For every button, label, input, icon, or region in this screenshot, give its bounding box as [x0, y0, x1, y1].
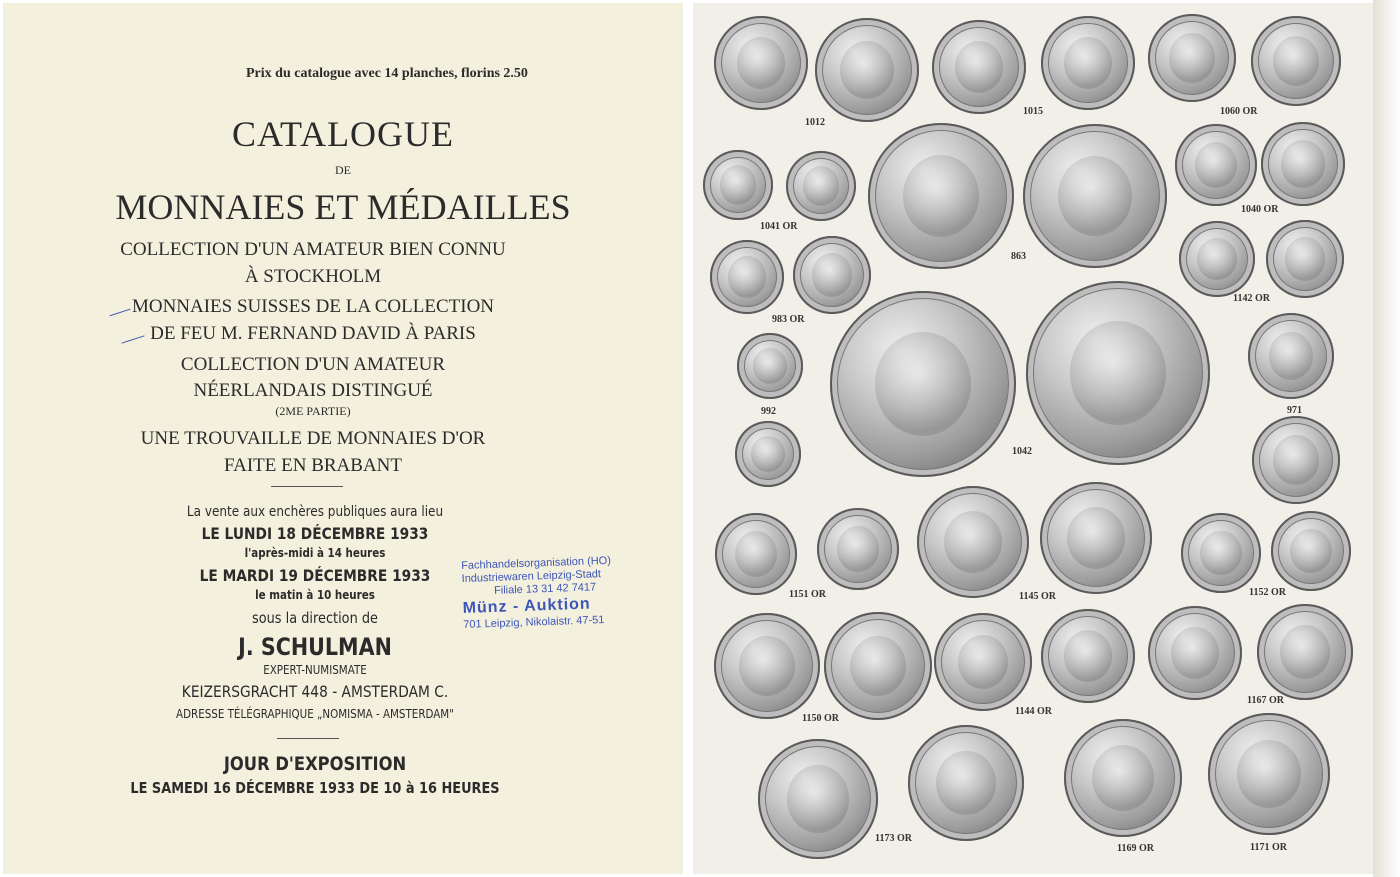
page-gutter — [683, 0, 693, 877]
coin-label-1060: 1060 OR — [1220, 106, 1258, 117]
stamp-line-1: Fachhandelsorganisation (HO) — [461, 554, 612, 572]
catalogue-title-page — [3, 3, 683, 874]
catalogue-title: CATALOGUE — [231, 114, 455, 154]
coin-image — [1064, 719, 1182, 837]
coin-image — [1261, 122, 1345, 206]
coin-image — [1252, 416, 1340, 504]
coin-image — [1023, 124, 1167, 268]
sale-direction: sous la direction de — [252, 609, 378, 627]
stamp-line-2: Industriewaren Leipzig-Stadt — [461, 568, 602, 585]
stamp-line-4: Münz - Auktion — [462, 595, 591, 617]
expert-address: KEIZERSGRACHT 448 - AMSTERDAM C. — [181, 682, 449, 701]
coin-label-1142: 1142 OR — [1233, 293, 1270, 304]
coin-label-1152: 1152 OR — [1249, 587, 1286, 598]
telegraph-address: ADRESSE TÉLÉGRAPHIQUE „NOMISMA - AMSTERDAM" — [176, 707, 454, 721]
coin-image — [1248, 313, 1334, 399]
sale-time-2: le matin à 10 heures — [255, 588, 375, 602]
sale-date-2: LE MARDI 19 DÉCEMBRE 1933 — [199, 566, 431, 585]
catalogue-subtitle: MONNAIES ET MÉDAILLES — [115, 187, 571, 227]
coin-image — [1175, 124, 1257, 206]
sale-date-1: LE LUNDI 18 DÉCEMBRE 1933 — [201, 524, 429, 543]
coin-image — [710, 240, 784, 314]
sale-time-1: l'après-midi à 14 heures — [244, 546, 386, 560]
stamp-line-3: Filiale 13 31 42 7417 — [493, 581, 597, 597]
coin-label-992: 992 — [761, 406, 776, 417]
page-edge — [1373, 0, 1400, 877]
expert-title: EXPERT-NUMISMATE — [263, 663, 367, 677]
coin-image — [793, 236, 871, 314]
coin-image — [1257, 604, 1353, 700]
title-de: DE — [335, 163, 351, 177]
coin-label-863: 863 — [1011, 251, 1026, 262]
collection-line-1: COLLECTION D'UN AMATEUR BIEN CONNU — [120, 239, 506, 260]
coin-image — [1041, 16, 1135, 110]
collection-line-5: COLLECTION D'UN AMATEUR — [180, 354, 446, 375]
coin-image — [1266, 220, 1344, 298]
coin-image — [815, 18, 919, 122]
coin-image — [737, 333, 803, 399]
coin-label-1151: 1151 OR — [789, 589, 826, 600]
coin-image — [868, 123, 1014, 269]
stamp-line-5: 701 Leipzig, Nikolaistr. 47-51 — [463, 614, 605, 631]
coin-image — [703, 150, 773, 220]
coin-plate-page — [693, 3, 1373, 874]
coin-image — [714, 613, 820, 719]
coin-image — [714, 16, 808, 110]
collection-partie: (2ME PARTIE) — [275, 404, 351, 418]
coin-image — [917, 486, 1029, 598]
coin-image — [1271, 511, 1351, 591]
divider-2 — [277, 738, 339, 739]
collection-line-6: NÉERLANDAIS DISTINGUÉ — [193, 380, 433, 401]
collection-line-3: MONNAIES SUISSES DE LA COLLECTION — [131, 296, 495, 317]
coin-label-1173: 1173 OR — [875, 833, 912, 844]
coin-image — [817, 508, 899, 590]
trouvaille-line-2: FAITE EN BRABANT — [223, 455, 403, 476]
coin-image — [735, 421, 801, 487]
coin-label-1015: 1015 — [1023, 106, 1043, 117]
coin-label-1144: 1144 OR — [1015, 706, 1052, 717]
coin-label-1012: 1012 — [805, 117, 825, 128]
coin-image — [1148, 606, 1242, 700]
collection-line-4: DE FEU M. FERNAND DAVID À PARIS — [150, 323, 476, 344]
coin-image — [932, 20, 1026, 114]
coin-label-1145: 1145 OR — [1019, 591, 1056, 602]
coin-image — [1181, 513, 1261, 593]
coin-image — [786, 151, 856, 221]
expert-name: J. SCHULMAN — [238, 633, 392, 661]
exposition-title: JOUR D'EXPOSITION — [223, 753, 407, 775]
coin-image — [715, 513, 797, 595]
coin-image — [1179, 221, 1255, 297]
coin-image — [1208, 713, 1330, 835]
coin-label-1041: 1041 OR — [760, 221, 798, 232]
exposition-date: LE SAMEDI 16 DÉCEMBRE 1933 DE 10 à 16 HEURES — [130, 779, 500, 797]
coin-image — [1251, 16, 1341, 106]
coin-label-971: 971 — [1287, 405, 1302, 416]
coin-label-983: 983 OR — [772, 314, 805, 325]
collection-line-2: À STOCKHOLM — [244, 266, 382, 287]
coin-image — [1026, 281, 1210, 465]
coin-image — [1040, 482, 1152, 594]
coin-image — [1148, 14, 1236, 102]
coin-image — [830, 291, 1016, 477]
coin-label-1171: 1171 OR — [1250, 842, 1287, 853]
coin-image — [1041, 609, 1135, 703]
coin-label-1040: 1040 OR — [1241, 204, 1279, 215]
coin-image — [758, 739, 878, 859]
coin-label-1042: 1042 — [1012, 446, 1032, 457]
coin-image — [934, 613, 1032, 711]
trouvaille-line-1: UNE TROUVAILLE DE MONNAIES D'OR — [140, 428, 486, 449]
coin-label-1167: 1167 OR — [1247, 695, 1284, 706]
sale-intro: La vente aux enchères publiques aura lieu — [186, 504, 444, 520]
coin-image — [824, 612, 932, 720]
coin-label-1150: 1150 OR — [802, 713, 839, 724]
divider-1 — [271, 486, 343, 487]
coin-image — [908, 725, 1024, 841]
dealer-stamp — [461, 555, 613, 631]
catalogue-price: Prix du catalogue avec 14 planches, florins 2.50 — [246, 66, 528, 81]
coin-label-1169: 1169 OR — [1117, 843, 1154, 854]
